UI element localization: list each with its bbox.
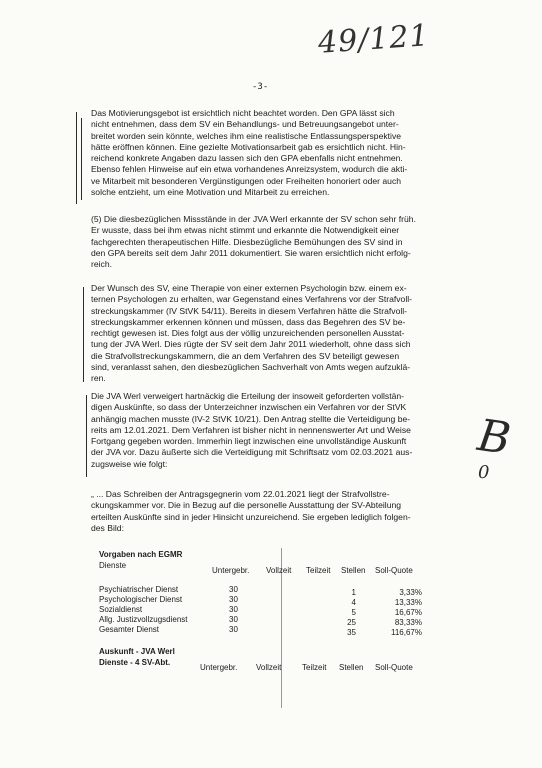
column-header: Teilzeit <box>302 663 327 672</box>
margin-bar-mark <box>83 287 84 382</box>
handwritten-margin-letter: B <box>474 409 514 466</box>
table-cell-untergebr: 30 <box>229 625 238 634</box>
column-header: Soll-Quote <box>375 566 413 575</box>
table-cell-quote: 13,33% <box>394 598 422 607</box>
handwritten-margin-circle: 0 <box>478 462 490 483</box>
column-header: Stellen <box>339 663 364 672</box>
table-cell-stellen: 25 <box>347 618 356 627</box>
column-header: Untergebr. <box>212 566 250 575</box>
column-header: Vollzeit <box>256 663 282 672</box>
table-cell-quote: 16,67% <box>394 608 422 617</box>
table-cell-untergebr: 30 <box>229 615 238 624</box>
paragraph-motivation: Das Motivierungsgebot ist ersichtlich nicht beachtet worden. Den GPA lässt sich nicht entnehmen, dass dem SV ein Behandlungs- und Betreuungsangebot unter- breitet worden sein könnte, welches ihm eine realistische Entlassungsperspektive hätte eröffnen können. Eine gezielte Motivationsarbeit gab es ersichtlich nicht. Hin- reichend konkrete Angaben dazu lassen sich den GPA ebenfalls nicht entnehmen. Ebenso fehlen Hinweise auf ein etwa vorhandenes Anreizsystem, wodurch die akti- ve Mitarbeit mit besonderen Vergünstigungen oder Freiheiten honoriert oder auch solche entzieht, um eine Motivation und Mitarbeit zu erreichen. <box>91 108 408 198</box>
table-cell-stellen: 4 <box>351 598 356 607</box>
table-cell-name: Psychiatrischer Dienst <box>99 585 179 594</box>
table-cell-name: Psychologischer Dienst <box>99 595 183 604</box>
table-title: Vorgaben nach EGMR <box>99 550 183 559</box>
table-cell-quote: 116,67% <box>391 628 422 637</box>
table-cell-stellen: 35 <box>347 628 356 637</box>
paragraph-therapy-wish: Der Wunsch des SV, eine Therapie von einer externen Psychologin bzw. einem ex- ternen Psychologen zu erhalten, war Gegenstand eines Verfahrens vor der Strafvoll- streckungskammer (IV StVK 54/11). Bereits in diesem Verfahren hätte die Strafvoll- streckungskammer erkennen können und müssen, dass das Begehren des SV be- rechtigt gewesen ist. Dies folgt aus der völlig unzureichenden personellen Ausstat- tung der JVA Werl. Dies rügte der SV seit dem Jahr 2011 wiederholt, ohne dass sich die Strafvollstreckungskammern, die an dem Verfahren des SV beteiligt gewesen sind, veranlasst sahen, den diesbezüglichen Sachverhalt von Amts wegen aufzuklä- ren. <box>91 283 413 384</box>
table-cell-stellen: 5 <box>351 608 356 617</box>
column-header: Vollzeit <box>266 566 292 575</box>
table-cell-name: Gesamter Dienst <box>99 625 160 634</box>
column-header: Dienste <box>99 561 127 570</box>
table-cell-quote: 3,33% <box>399 588 422 597</box>
margin-bar-mark <box>76 112 77 204</box>
column-header: Soll-Quote <box>375 663 413 672</box>
paragraph-jva-refusal: Die JVA Werl verweigert hartnäckig die Erteilung der insoweit geforderten vollstän- digen Auskünfte, so dass der Unterzeichner inzwischen ein Verfahren vor der StVK anhängig machen musste (IV-2 StVK 10/21). Den Antrag stellte die Verteidigung be- reits am 12.01.2021. Dem Verfahren ist bisher nicht in nennenswerter Art und Weise Fortgang gegeben worden. Immerhin liegt inzwischen eine unvollständige Auskunft der JVA vor. Dazu äußerte sich die Verteidigung mit Schriftsatz vom 02.03.2021 aus- zugsweise wie folgt: <box>91 391 413 469</box>
table-cell-stellen: 1 <box>351 588 356 597</box>
table-title: Dienste - 4 SV-Abt. <box>99 658 171 667</box>
table-cell-name: Sozialdienst <box>99 605 143 614</box>
table-cell-quote: 83,33% <box>394 618 422 627</box>
margin-bar-mark <box>86 395 87 477</box>
table-cell-name: Allg. Justizvollzugsdienst <box>99 615 188 624</box>
paragraph-5: (5) Die diesbezüglichen Missstände in der JVA Werl erkannte der SV schon sehr früh. Er wusste, dass bei ihm etwas nicht stimmt und erkannte die Notwendigkeit einer fachgerechten therapeutischen Hilfe. Diesbezügliche Bemühungen des SV sind in den GPA bereits seit dem Jahr 2011 dokumentiert. Sie waren ersichtlich nicht erfolg- reich. <box>91 214 416 270</box>
margin-bar-mark <box>81 118 82 200</box>
column-header: Teilzeit <box>306 566 331 575</box>
paragraph-quote: „ ... Das Schreiben der Antragsgegnerin vom 22.01.2021 liegt der Strafvollstre- ckungskammer vor. Die in Bezug auf die personelle Ausstattung der SV-Abteilung erteilten Auskünfte sind in jeder Hinsicht unzureichend. Sie ergeben lediglich folgen- des Bild: <box>91 489 411 533</box>
table-cell-untergebr: 30 <box>229 585 238 594</box>
column-header: Untergebr. <box>200 663 238 672</box>
page-number: -3- <box>252 82 269 92</box>
table-title: Auskunft - JVA Werl <box>99 647 175 656</box>
handwritten-page-code: 49/121 <box>316 18 431 61</box>
column-header: Stellen <box>341 566 366 575</box>
table-cell-untergebr: 30 <box>229 605 238 614</box>
table-cell-untergebr: 30 <box>229 595 238 604</box>
